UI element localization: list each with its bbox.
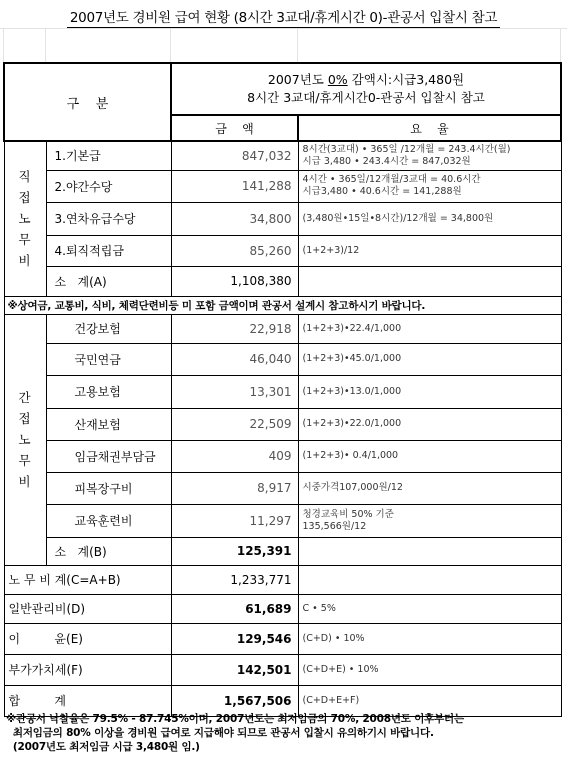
- row-name: 임금채권부담금: [46, 440, 171, 472]
- row-basis: (1+2+3)•22.0/1,000: [298, 408, 561, 440]
- total-row: [4, 594, 561, 623]
- row-basis: 시중가격107,000원/12: [298, 472, 561, 504]
- footnote-line: (2007년도 최저임금 시급 3,480원 임.): [6, 741, 200, 753]
- row-amount: 34,800: [171, 202, 298, 235]
- row-amount: 847,032: [171, 141, 298, 170]
- row-basis: (C+D) • 10%: [298, 623, 561, 654]
- notice-text: ※상여금, 교통비, 식비, 체력단련비등 미 포함 금액이며 관공서 설계시 참고하시기 바랍니다.: [4, 296, 561, 314]
- row-name: 3.연차유급수당: [46, 202, 171, 235]
- row-basis: 8시간(3교대) • 365일 /12개월 = 243.4시간(월) 시급 3,480 • 243.4시간 = 847,032원: [298, 141, 561, 170]
- row-amount: 129,546: [171, 623, 298, 654]
- row-basis: [298, 565, 561, 594]
- row-basis: 4시간 • 365일/12개월/3교대 = 40.6시간 시급3,480 • 40.6시간 = 141,288원: [298, 170, 561, 202]
- table-row: [4, 141, 561, 170]
- indirect-labor-group-label: 간 접 노 무 비: [4, 314, 46, 565]
- row-amount: 1,567,506: [171, 685, 298, 716]
- row-basis: (1+2+3)•22.4/1,000: [298, 314, 561, 343]
- subtotal-amount: 1,108,380: [171, 266, 298, 296]
- wage-table: [3, 62, 562, 717]
- header-basis: 요 율: [298, 115, 561, 141]
- direct-labor-group-label: 직 접 노 무 비: [4, 141, 46, 296]
- row-basis: (1+2+3)•13.0/1,000: [298, 375, 561, 408]
- row-amount: 141,288: [171, 170, 298, 202]
- row-basis: (1+2+3)/12: [298, 235, 561, 266]
- header-amount: 금 액: [171, 115, 298, 141]
- row-amount: 85,260: [171, 235, 298, 266]
- row-amount: 1,233,771: [171, 565, 298, 594]
- row-basis: (1+2+3)•45.0/1,000: [298, 343, 561, 375]
- row-basis: (1+2+3)• 0.4/1,000: [298, 440, 561, 472]
- row-name: 교육훈련비: [46, 504, 171, 537]
- row-name: 일반관리비(D): [4, 594, 171, 623]
- indirect-subtotal-row: [4, 537, 561, 565]
- row-amount: 409: [171, 440, 298, 472]
- subtotal-amount: 125,391: [171, 537, 298, 565]
- row-amount: 22,918: [171, 314, 298, 343]
- row-amount: 8,917: [171, 472, 298, 504]
- row-amount: 142,501: [171, 654, 298, 685]
- row-name: 산재보험: [46, 408, 171, 440]
- row-basis-empty: [298, 266, 561, 296]
- row-name: 이 윤(E): [4, 623, 171, 654]
- row-amount: 13,301: [171, 375, 298, 408]
- table-row: [4, 202, 561, 235]
- header-row-1: [4, 63, 561, 115]
- header-rate-info: 2007년도 0% 감액시:시급3,480원 8시간 3교대/휴게시간0-관공서 입찰시 참고: [171, 63, 561, 115]
- total-row: [4, 623, 561, 654]
- row-basis: C • 5%: [298, 594, 561, 623]
- table-row: [4, 170, 561, 202]
- sheet-gridlines: [0, 28, 567, 62]
- table-row: [4, 408, 561, 440]
- row-name: 노 무 비 계(C=A+B): [4, 565, 171, 594]
- row-basis: (C+D+E+F): [298, 685, 561, 716]
- table-row: [4, 343, 561, 375]
- table-row: [4, 375, 561, 408]
- table-row: [4, 314, 561, 343]
- row-name: 부가가치세(F): [4, 654, 171, 685]
- row-amount: 22,509: [171, 408, 298, 440]
- direct-subtotal-row: [4, 266, 561, 296]
- row-amount: 46,040: [171, 343, 298, 375]
- row-name: 피복장구비: [46, 472, 171, 504]
- row-basis: (3,480원•15일•8시간)/12개월 = 34,800원: [298, 202, 561, 235]
- row-amount: 11,297: [171, 504, 298, 537]
- row-name: 국민연금: [46, 343, 171, 375]
- subtotal-label: 소 계(A): [46, 266, 171, 296]
- row-basis-empty: [298, 537, 561, 565]
- total-row: [4, 654, 561, 685]
- row-name: 고용보험: [46, 375, 171, 408]
- footnote-line: ※관공서 낙찰율은 79.5% - 87.745%이며, 2007년도는 최저임금의 70%, 2008년도 이후부터는: [6, 713, 464, 725]
- row-name: 2.야간수당: [46, 170, 171, 202]
- table-row: [4, 504, 561, 537]
- table-row: [4, 235, 561, 266]
- table-row: [4, 440, 561, 472]
- footnote: [6, 712, 562, 754]
- footnote-line: 최저임금의 80% 이상을 경비원 급여로 지급해야 되므로 관공서 입찰시 유의하기시 바랍니다.: [6, 727, 434, 739]
- row-name: 합 계: [4, 685, 171, 716]
- total-row: [4, 565, 561, 594]
- row-name: 1.기본급: [46, 141, 171, 170]
- row-name: 건강보험: [46, 314, 171, 343]
- row-name: 4.퇴직적립금: [46, 235, 171, 266]
- row-basis: 청경교육비 50% 기준 135,566원/12: [298, 504, 561, 537]
- row-amount: 61,689: [171, 594, 298, 623]
- table-row: [4, 472, 561, 504]
- notice-row: [4, 296, 561, 314]
- page-title: 2007년도 경비원 급여 현황 (8시간 3교대/휴게시간 0)-관공서 입찰시 참고: [0, 6, 567, 26]
- subtotal-label: 소 계(B): [46, 537, 171, 565]
- header-category: 구 분: [4, 63, 171, 141]
- row-basis: (C+D+E) • 10%: [298, 654, 561, 685]
